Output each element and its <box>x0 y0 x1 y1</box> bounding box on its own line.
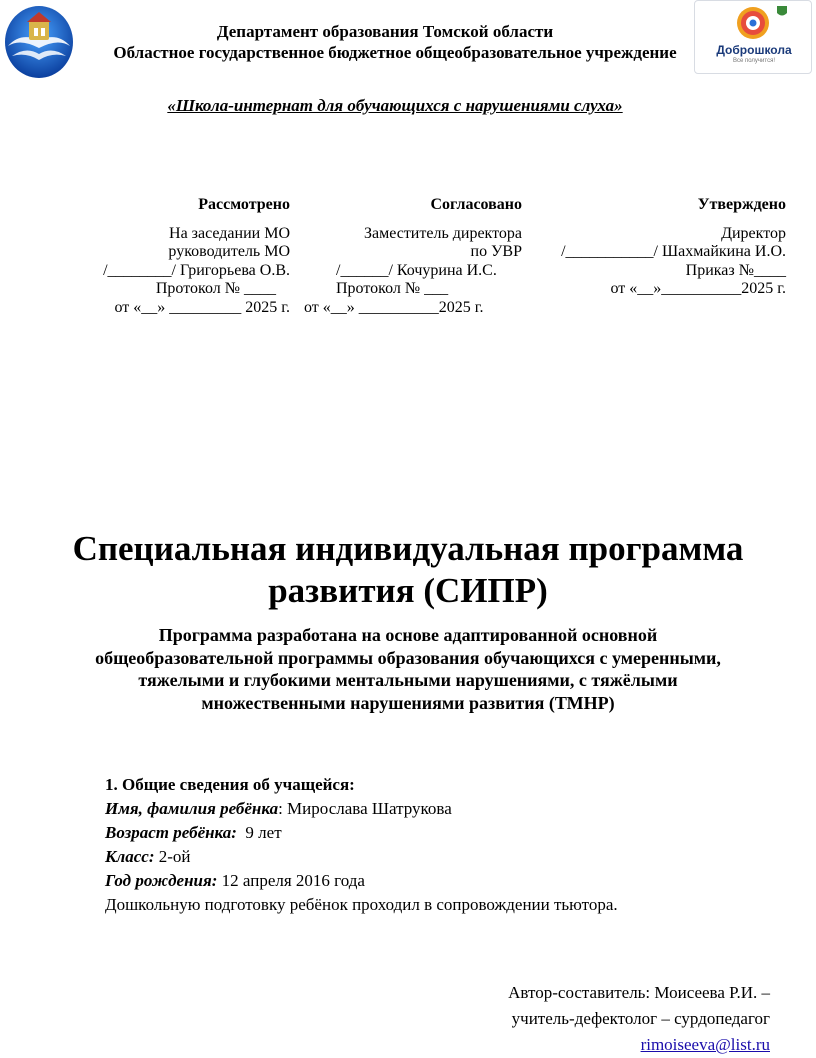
subtitle-line: общеобразовательной программы образования обучающихся с умеренными, <box>95 647 721 668</box>
document-title <box>40 528 776 612</box>
institution-heading: Областное государственное бюджетное общеобразовательное учреждение <box>113 43 677 62</box>
department-heading: Департамент образования Томской области <box>216 22 554 41</box>
class-label: Класс: <box>105 847 155 866</box>
reviewed-protocol: Протокол № ____ <box>155 280 276 297</box>
author-block <box>350 980 770 1058</box>
school-name: «Школа-интернат для обучающихся с нарушениями слуха» <box>167 96 623 115</box>
author-line: Автор-составитель: Моисеева Р.И. – <box>508 983 770 1002</box>
reviewed-heading: Рассмотрено <box>198 196 290 213</box>
student-info <box>105 773 765 917</box>
birth-value: 12 апреля 2016 года <box>217 871 365 890</box>
age-label: Возраст ребёнка: <box>105 823 237 842</box>
preschool-note: Дошкольную подготовку ребёнок проходил в сопровождении тьютора. <box>105 895 618 914</box>
document-title-line: Специальная индивидуальная программа <box>72 529 744 568</box>
agreed-protocol: Протокол № ___ <box>336 280 449 297</box>
agreed-date: от «__» __________2025 г. <box>304 298 484 316</box>
age-row <box>105 821 765 845</box>
section-heading: 1. Общие сведения об учащейся: <box>105 775 355 794</box>
approved-line: Директор <box>721 224 786 242</box>
dobroshkola-logo <box>694 0 812 74</box>
agreed-line: Заместитель директора <box>363 224 522 242</box>
document-title-line: развития (СИПР) <box>268 571 548 610</box>
dobroshkola-logo-subtitle: Все получится! <box>732 58 776 64</box>
birth-label: Год рождения: <box>105 871 218 890</box>
name-label: Имя, фамилия ребёнка <box>105 799 279 818</box>
approved-order: Приказ №____ <box>685 261 786 279</box>
author-email-link[interactable]: rimoiseeva@list.ru <box>640 1035 770 1054</box>
approved-signature: /___________/ Шахмайкина И.О. <box>561 243 786 260</box>
approved-block <box>530 196 786 299</box>
class-row <box>105 845 765 869</box>
agreed-heading: Согласовано <box>430 196 522 213</box>
name-value: : Мирослава Шатрукова <box>278 799 452 818</box>
reviewed-date: от «__» _________ 2025 г. <box>114 298 290 316</box>
document-subtitle <box>40 624 776 714</box>
agreed-signature: /______/ Кочурина И.С. <box>336 261 497 279</box>
reviewed-signature: /________/ Григорьева О.В. <box>103 261 290 279</box>
class-value: 2-ой <box>154 847 191 866</box>
dobroshkola-emblem-icon <box>735 5 771 41</box>
subtitle-line: множественными нарушениями развития (ТМНР) <box>201 692 615 713</box>
agreed-line: по УВР <box>470 243 522 260</box>
age-value: 9 лет <box>236 823 282 842</box>
dobroshkola-logo-text: Доброшкола <box>716 43 792 57</box>
agreed-block <box>300 196 522 317</box>
reviewed-line: руководитель МО <box>168 243 290 260</box>
subtitle-line: тяжелыми и глубокими ментальными нарушениями, с тяжёлыми <box>138 670 678 690</box>
school-logo <box>0 2 78 84</box>
birth-row <box>105 869 765 893</box>
reviewed-block <box>60 196 290 317</box>
approved-heading: Утверждено <box>697 196 786 213</box>
name-row <box>105 797 765 821</box>
subtitle-line: Программа разработана на основе адаптированной основной <box>158 625 658 645</box>
coat-of-arms-icon <box>775 5 789 19</box>
reviewed-line: На заседании МО <box>169 224 290 242</box>
author-line: учитель-дефектолог – сурдопедагог <box>511 1009 770 1028</box>
approved-date: от «__»__________2025 г. <box>610 280 786 297</box>
